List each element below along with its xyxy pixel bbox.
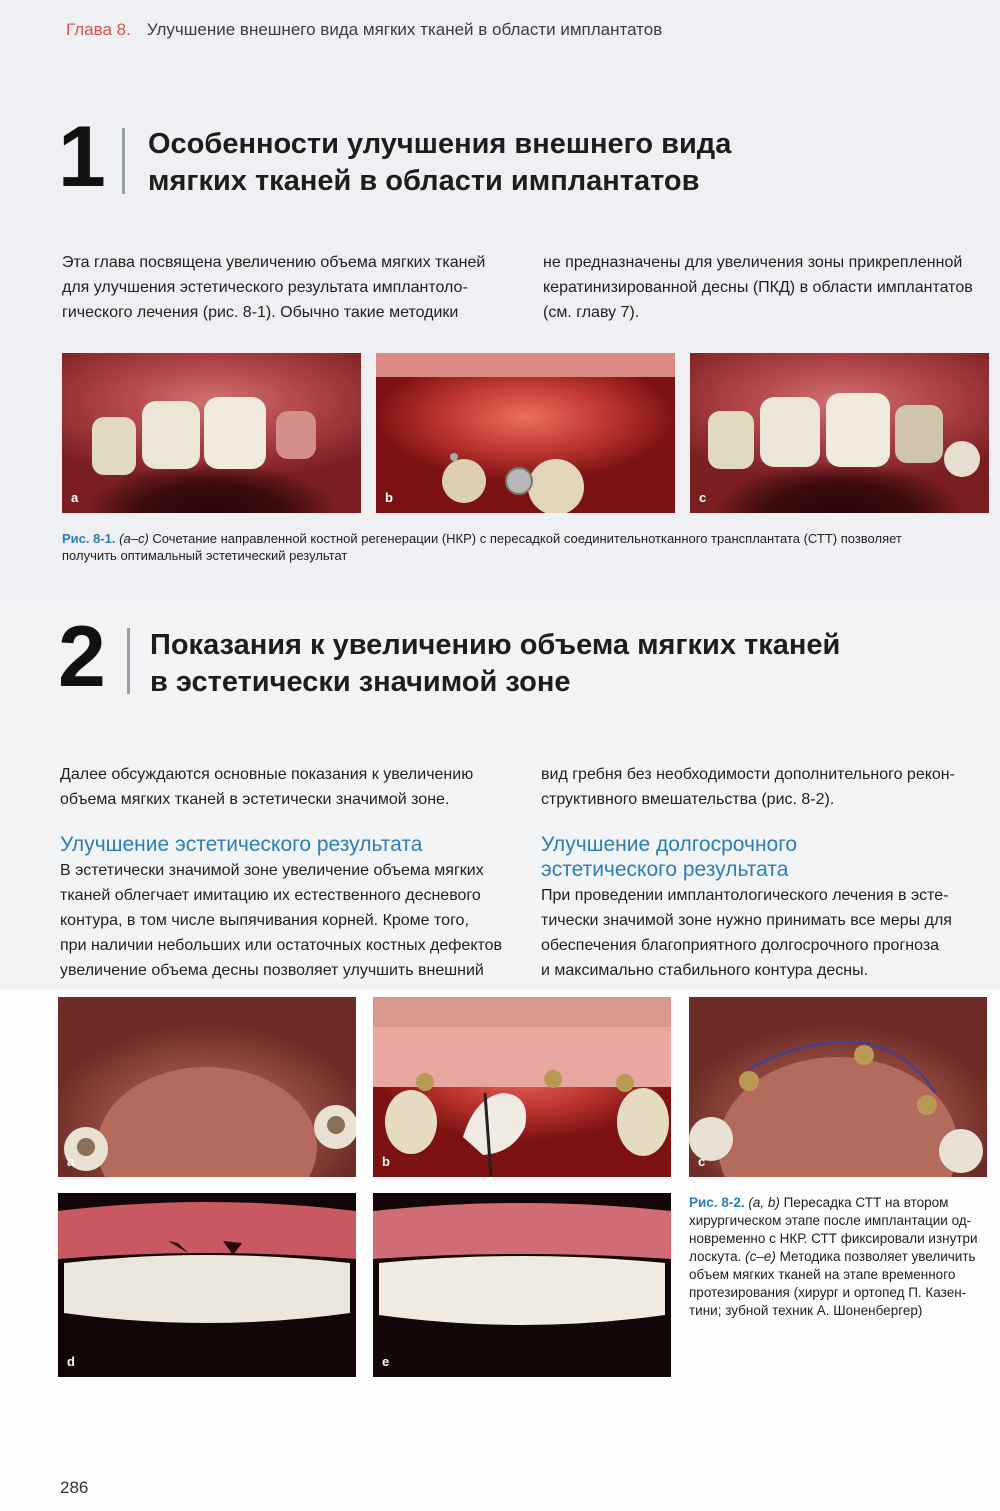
figure-2d-photo — [58, 1193, 356, 1377]
figure-1a-photo — [62, 353, 361, 513]
subsection-2-text: При проведении имплантологического лечения в эсте- тически значимой зоне нужно принимать все меры для обеспечения благоприятного долгосрочного прогноза и максимально стабильного контура десны. — [541, 887, 952, 979]
section-1-col2: не предназначены для увеличения зоны прикрепленной кератинизированной десны (ПКД) в области имплантатов (см. главу 7). — [543, 254, 973, 321]
figure-2b-photo — [373, 997, 671, 1177]
figure-1c-photo — [690, 353, 989, 513]
subsection-1-text: В эстетически значимой зоне увеличение объема мягких тканей облегчает имитацию их естественного десневого контура, в том числе выпячивания корней. Кроме того, при наличии небольших или остаточных костных дефектов увеличение объема десны позволяет улучшить внешний — [60, 862, 503, 979]
section-2-intro-col1: Далее обсуждаются основные показания к увеличению объема мягких тканей в эстетически значимой зоне. — [60, 766, 474, 808]
figure-1b-photo — [376, 353, 675, 513]
graft-illustration — [373, 997, 671, 1177]
figure-2-ref: Рис. 8-2. — [689, 1195, 745, 1210]
figure-2c-label: c — [698, 1154, 706, 1169]
figure-1b-label: b — [385, 490, 393, 505]
section-2-intro-col2: вид гребня без необходимости дополнительного рекон- структивного вмешательства (рис. 8-2). — [541, 766, 955, 808]
figure-1a-label: a — [71, 490, 79, 505]
teeth-illustration — [690, 353, 989, 513]
subheading-long-term-result: Улучшение долгосрочного эстетического результата — [541, 833, 798, 881]
figure-2c-photo — [689, 997, 987, 1177]
figure-1-parts: (a–c) — [119, 531, 149, 546]
figure-1-ref: Рис. 8-1. — [62, 531, 116, 546]
figure-2b-label: b — [382, 1154, 390, 1169]
figure-1c-label: c — [699, 490, 707, 505]
section-1-col1: Эта глава посвящена увеличению объема мягких тканей для улучшения эстетического результата имплантоло- гического лечения (рис. 8-1). Обычно такие методики — [62, 254, 486, 321]
section-1-divider — [122, 128, 125, 194]
chapter-label: Глава 8. — [66, 20, 131, 39]
running-head — [66, 20, 662, 40]
figure-1-caption: Рис. 8-1. (a–c) Сочетание направленной костной регенерации (НКР) с пересадкой соединительнотканного трансплантата (СТТ) позволяет получить оптимальный эстетический результат — [62, 531, 902, 563]
section-2-title: Показания к увеличению объема мягких тканей в эстетически значимой зоне — [150, 629, 841, 698]
section-1-number: 1 — [58, 109, 106, 205]
subheading-aesthetic-result: Улучшение эстетического результата — [60, 833, 423, 856]
chapter-title: Улучшение внешнего вида мягких тканей в области имплантатов — [146, 20, 663, 39]
teeth-illustration — [62, 353, 361, 513]
smile-illustration — [58, 1193, 356, 1377]
figure-2e-photo — [373, 1193, 671, 1377]
figure-2a-photo — [58, 997, 356, 1177]
figure-2a-label: a — [67, 1154, 75, 1169]
smile-illustration — [373, 1193, 671, 1377]
figure-2e-label: e — [382, 1354, 390, 1369]
page-number: 286 — [60, 1478, 89, 1497]
figure-2d-label: d — [67, 1354, 75, 1369]
section-2-divider — [127, 628, 130, 694]
figure-2-caption: Рис. 8-2. (a, b) Пересадка СТТ на втором хирургическом этапе после имплантации од- новременно с НКР. СТТ фиксировали изнутри лоскута. (c–e) Методика позволяет увеличить объем мягких тканей на этапе временного протезирования (хирург и ортопед П. Казен- тини; зубной техник А. Шоненбергер) — [689, 1195, 978, 1318]
section-1-title: Особенности улучшения внешнего вида мягких тканей в области имплантатов — [148, 128, 732, 197]
section-2-number: 2 — [58, 609, 106, 705]
palate-illustration — [58, 997, 356, 1177]
surgery-illustration — [376, 353, 675, 513]
implant-sutures-illustration — [689, 997, 987, 1177]
